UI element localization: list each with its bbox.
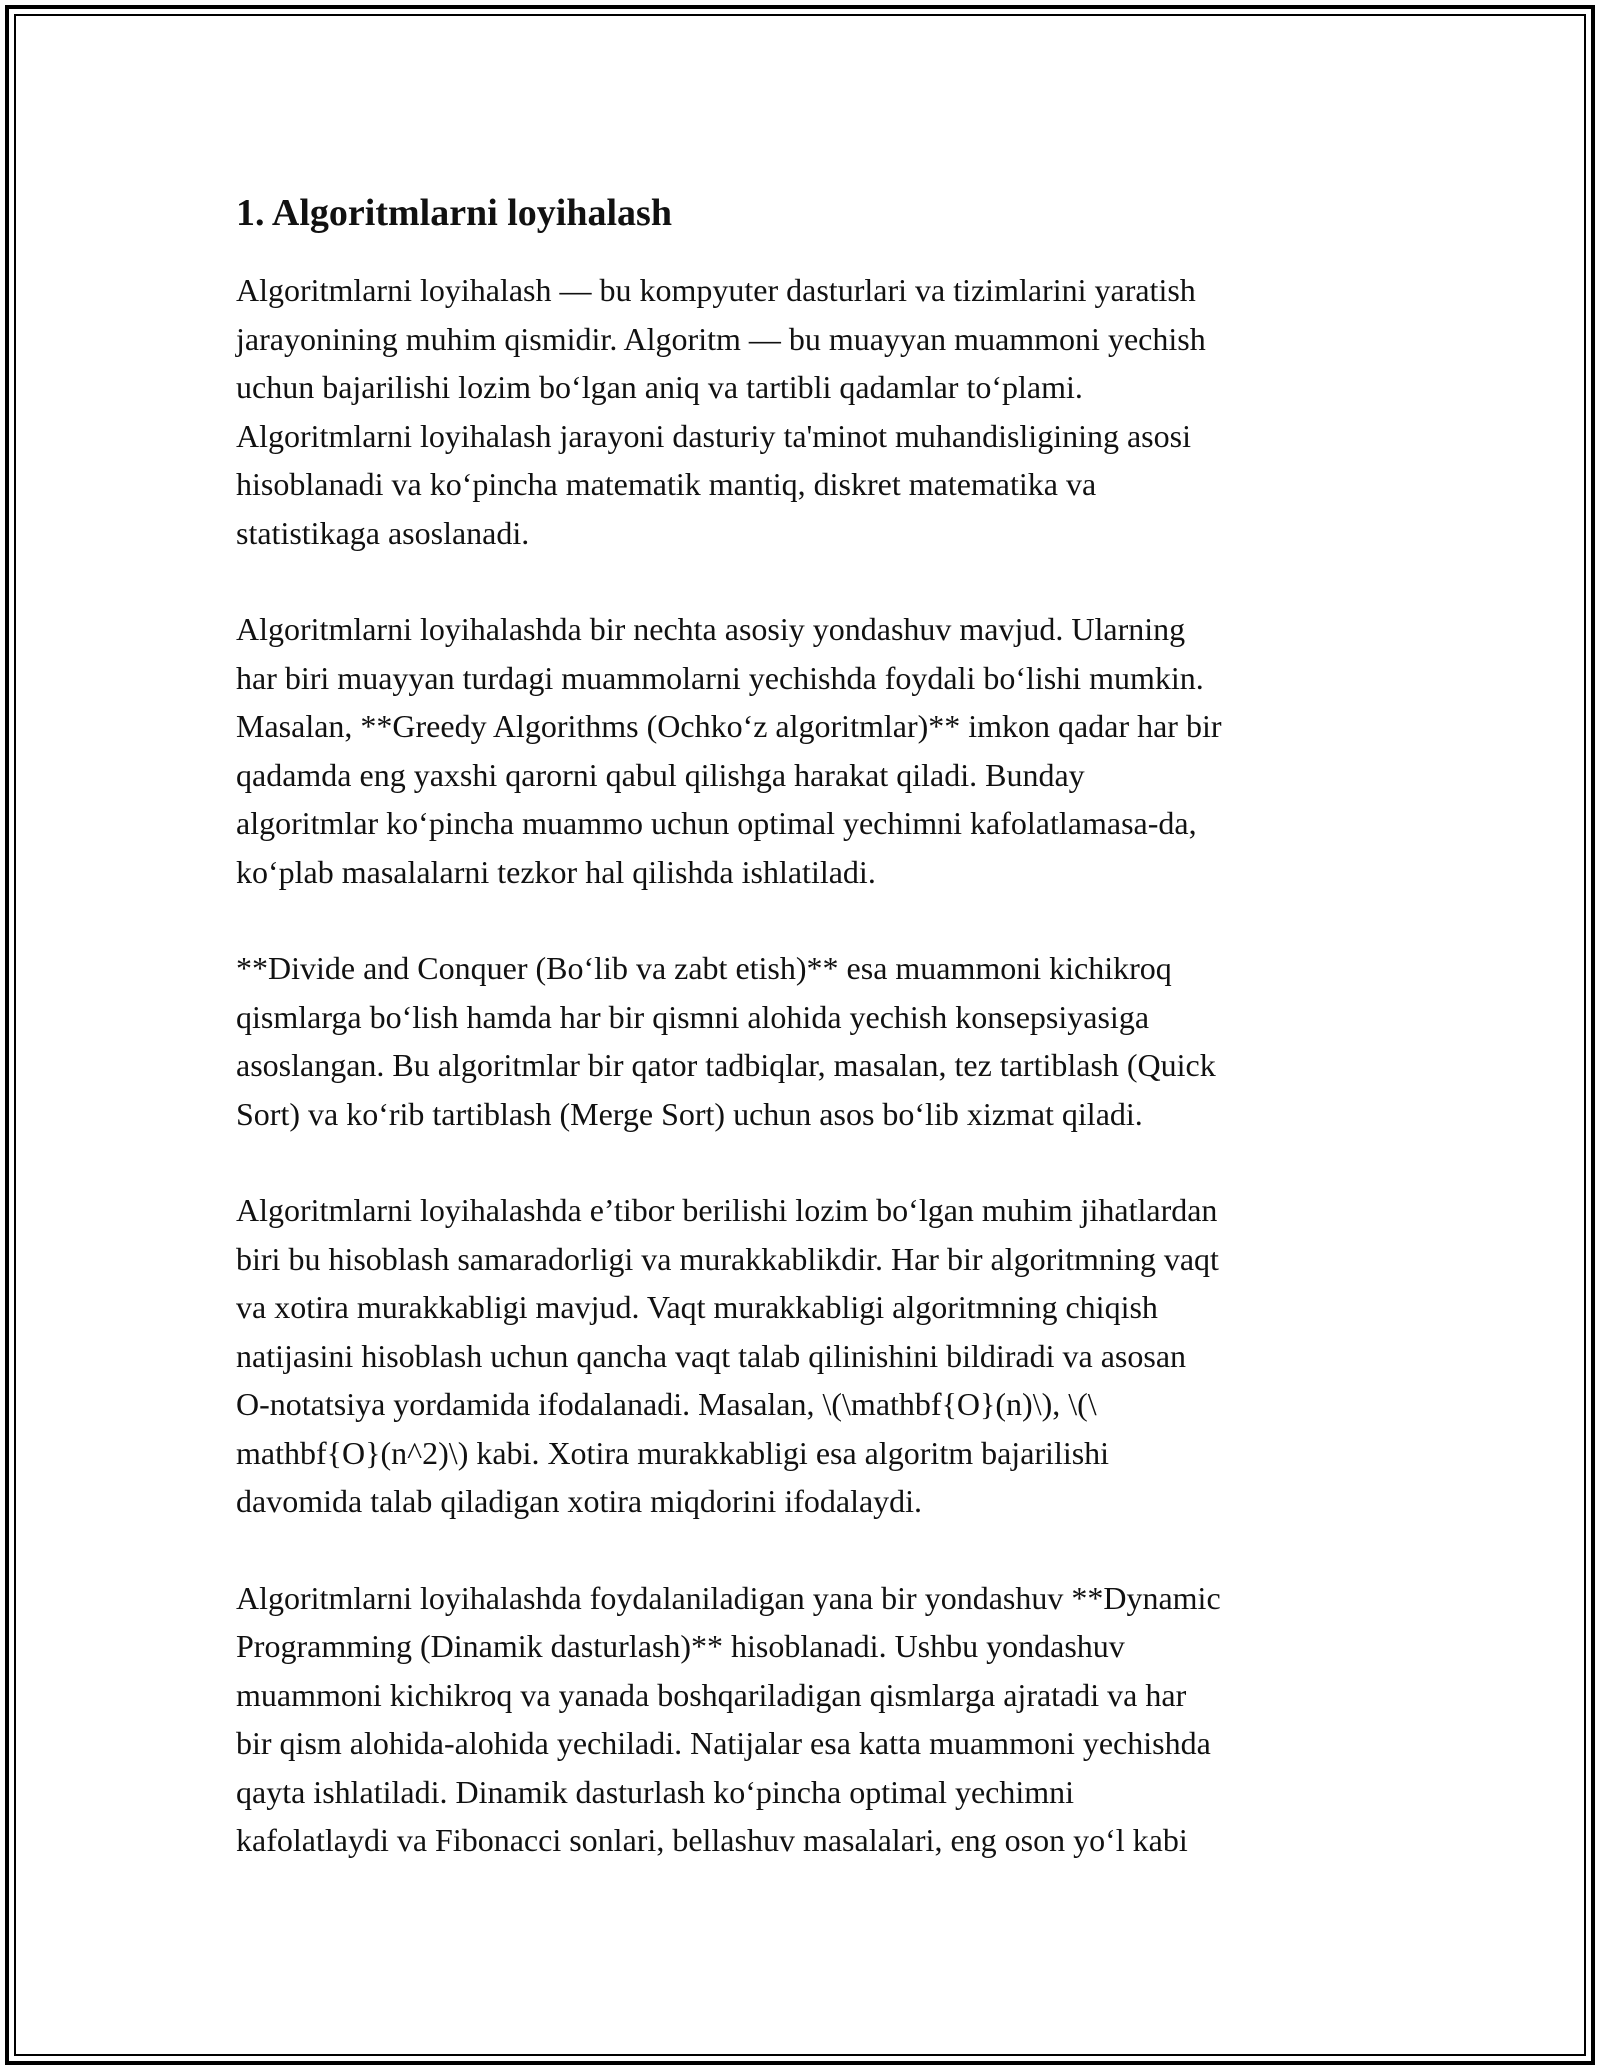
text-line: Sort) va ko‘rib tartiblash (Merge Sort) uchun asos bo‘lib xizmat qiladi. (236, 1095, 1143, 1132)
paragraph (236, 1574, 1386, 1865)
text-line: Algoritmlarni loyihalashda e’tibor berilishi lozim bo‘lgan muhim jihatlardan (236, 1192, 1218, 1228)
paragraph (236, 266, 1386, 557)
text-line: mathbf{O}(n^2)\) kabi. Xotira murakkabligi esa algoritm bajarilishi (236, 1434, 1110, 1471)
text-line: Algoritmlarni loyihalash jarayoni dasturiy ta'minot muhandisligining asosi (236, 417, 1191, 454)
text-line: muammoni kichikroq va yanada boshqariladigan qismlarga ajratadi va har (236, 1676, 1187, 1713)
section-heading: 1. Algoritmlarni loyihalash (236, 192, 672, 234)
text-line: algoritmlar ko‘pincha muammo uchun optimal yechimni kafolatlamasa-da, (236, 805, 1197, 841)
text-line: Programming (Dinamik dasturlash)** hisoblanadi. Ushbu yondashuv (236, 1628, 1125, 1664)
text-line: hisoblanadi va ko‘pincha matematik mantiq, diskret matematika va (236, 466, 1097, 502)
paragraph (236, 1186, 1386, 1526)
text-line: O-notatsiya yordamida ifodalanadi. Masalan, \(\mathbf{O}(n)\), \(\ (236, 1386, 1097, 1422)
text-line: Algoritmlarni loyihalash — bu kompyuter dasturlari va tizimlarini yaratish (236, 272, 1196, 308)
text-line: qayta ishlatiladi. Dinamik dasturlash ko‘pincha optimal yechimni (236, 1773, 1075, 1810)
text-line: qadamda eng yaxshi qarorni qabul qilishga harakat qiladi. Bunday (236, 756, 1085, 793)
text-line: kafolatlaydi va Fibonacci sonlari, bellashuv masalalari, eng oson yo‘l kabi (236, 1822, 1188, 1858)
paragraph-list (236, 266, 1386, 1865)
text-line: Algoritmlarni loyihalashda foydalaniladigan yana bir yondashuv **Dynamic (236, 1579, 1221, 1616)
document-body (236, 188, 1386, 1913)
text-line: Masalan, **Greedy Algorithms (Ochko‘z algoritmlar)** imkon qadar har bir (236, 708, 1222, 744)
text-line: natijasini hisoblash uchun qancha vaqt talab qilinishini bildiradi va asosan (236, 1337, 1187, 1374)
text-line: jarayonining muhim qismidir. Algoritm — bu muayyan muammoni yechish (236, 320, 1206, 357)
text-line: biri bu hisoblash samaradorligi va murakkablikdir. Har bir algoritmning vaqt (236, 1240, 1219, 1277)
text-line: Algoritmlarni loyihalashda bir nechta asosiy yondashuv mavjud. Ularning (236, 611, 1186, 647)
paragraph (236, 605, 1386, 896)
text-line: qismlarga bo‘lish hamda har bir qismni alohida yechish konsepsiyasiga (236, 998, 1150, 1035)
text-line: **Divide and Conquer (Bo‘lib va zabt etish)** esa muammoni kichikroq (236, 950, 1172, 986)
text-line: har biri muayyan turdagi muammolarni yechishda foydali bo‘lishi mumkin. (236, 659, 1204, 696)
paragraph (236, 944, 1386, 1138)
text-line: ko‘plab masalalarni tezkor hal qilishda ishlatiladi. (236, 853, 876, 890)
text-line: davomida talab qiladigan xotira miqdorini ifodalaydi. (236, 1483, 923, 1519)
text-line: va xotira murakkabligi mavjud. Vaqt murakkabligi algoritmning chiqish (236, 1289, 1158, 1325)
text-line: bir qism alohida-alohida yechiladi. Natijalar esa katta muammoni yechishda (236, 1725, 1211, 1761)
text-line: asoslangan. Bu algoritmlar bir qator tadbiqlar, masalan, tez tartiblash (Quick (236, 1047, 1216, 1083)
text-line: statistikaga asoslanadi. (236, 514, 530, 551)
text-line: uchun bajarilishi lozim bo‘lgan aniq va tartibli qadamlar to‘plami. (236, 369, 1083, 405)
